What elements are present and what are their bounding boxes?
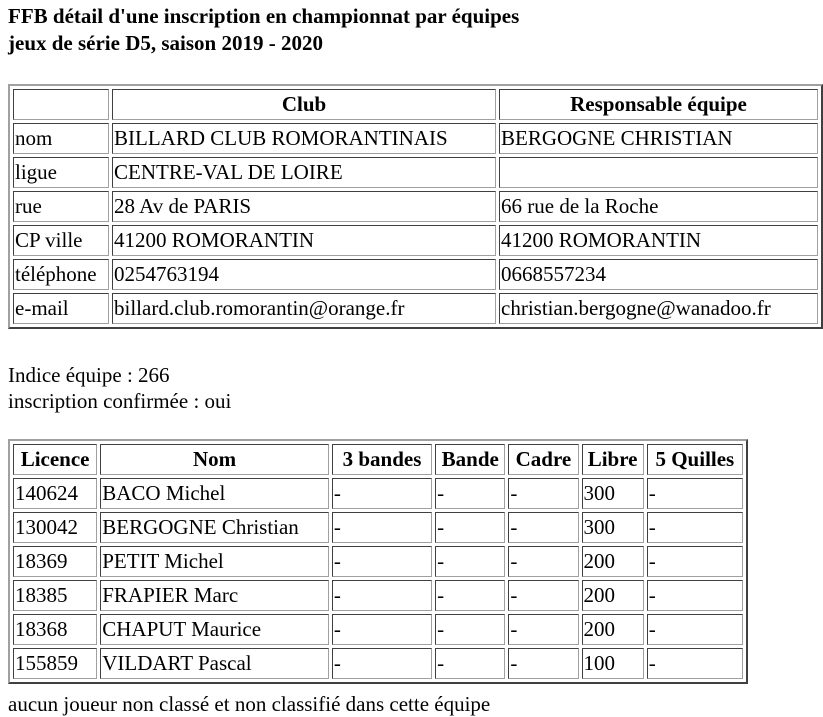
club-table-row <box>13 157 818 188</box>
player-cell-bande: - <box>435 546 505 577</box>
player-cell-licence: 130042 <box>13 512 97 543</box>
page-title-line2: jeux de série D5, saison 2019 - 2020 <box>8 31 323 55</box>
player-cell-licence: 18369 <box>13 546 97 577</box>
player-cell-libre: 200 <box>582 614 644 645</box>
players-header-libre: Libre <box>582 444 644 475</box>
team-index: Indice équipe : 266 <box>8 363 170 387</box>
club-table-row-label: CP ville <box>13 225 109 256</box>
player-cell-libre: 200 <box>582 580 644 611</box>
player-cell-cadre: - <box>508 478 578 509</box>
player-cell-cadre: - <box>508 648 578 679</box>
player-cell-3-bandes: - <box>332 512 432 543</box>
player-cell-cadre: - <box>508 580 578 611</box>
club-table-cell-club: 28 Av de PARIS <box>112 191 496 222</box>
player-cell-3-bandes: - <box>332 648 432 679</box>
page-title <box>8 3 519 57</box>
players-table-header-row <box>13 444 743 475</box>
club-table-row-label: ligue <box>13 157 109 188</box>
player-cell-bande: - <box>435 512 505 543</box>
club-table-row-label: rue <box>13 191 109 222</box>
club-table-row-label: nom <box>13 123 109 154</box>
players-header-cadre: Cadre <box>508 444 578 475</box>
player-cell-bande: - <box>435 648 505 679</box>
player-cell-3-bandes: - <box>332 546 432 577</box>
player-cell-licence: 140624 <box>13 478 97 509</box>
player-cell-bande: - <box>435 580 505 611</box>
players-header-5-quilles: 5 Quilles <box>647 444 743 475</box>
club-table-cell-club: 41200 ROMORANTIN <box>112 225 496 256</box>
player-cell-bande: - <box>435 614 505 645</box>
player-cell-libre: 300 <box>582 478 644 509</box>
player-cell-nom: FRAPIER Marc <box>100 580 329 611</box>
player-cell-libre: 300 <box>582 512 644 543</box>
club-table-header-club: Club <box>112 89 496 120</box>
player-cell-nom: BERGOGNE Christian <box>100 512 329 543</box>
player-cell-3-bandes: - <box>332 614 432 645</box>
player-cell-5-quilles: - <box>647 512 743 543</box>
club-table-row-label: e-mail <box>13 293 109 324</box>
club-table-cell-responsable: BERGOGNE CHRISTIAN <box>499 123 818 154</box>
registration-status: inscription confirmée : oui <box>8 389 232 413</box>
page-title-line1: FFB détail d'une inscription en championnat par équipes <box>8 4 520 28</box>
club-table-row <box>13 225 818 256</box>
players-table <box>8 439 748 684</box>
player-cell-5-quilles: - <box>647 648 743 679</box>
club-table-row <box>13 259 818 290</box>
club-table-cell-responsable: 66 rue de la Roche <box>499 191 818 222</box>
footer-note: aucun joueur non classé et non classifié dans cette équipe <box>8 692 491 716</box>
player-cell-5-quilles: - <box>647 614 743 645</box>
player-cell-nom: CHAPUT Maurice <box>100 614 329 645</box>
table-row <box>13 648 743 679</box>
table-row <box>13 512 743 543</box>
player-cell-libre: 100 <box>582 648 644 679</box>
player-cell-bande: - <box>435 478 505 509</box>
table-row <box>13 546 743 577</box>
player-cell-libre: 200 <box>582 546 644 577</box>
player-cell-3-bandes: - <box>332 580 432 611</box>
team-info <box>8 362 231 414</box>
player-cell-licence: 155859 <box>13 648 97 679</box>
club-table-row <box>13 123 818 154</box>
club-table-row <box>13 191 818 222</box>
table-row <box>13 478 743 509</box>
player-cell-cadre: - <box>508 512 578 543</box>
players-header-nom: Nom <box>100 444 329 475</box>
club-table-header-blank <box>13 89 109 120</box>
player-cell-licence: 18368 <box>13 614 97 645</box>
club-table-cell-responsable: christian.bergogne@wanadoo.fr <box>499 293 818 324</box>
club-table-cell-responsable: 41200 ROMORANTIN <box>499 225 818 256</box>
club-table-header-responsable: Responsable équipe <box>499 89 818 120</box>
player-cell-licence: 18385 <box>13 580 97 611</box>
club-table-header-row <box>13 89 818 120</box>
club-table-cell-club: billard.club.romorantin@orange.fr <box>112 293 496 324</box>
player-cell-5-quilles: - <box>647 546 743 577</box>
club-table-cell-club: 0254763194 <box>112 259 496 290</box>
player-cell-5-quilles: - <box>647 478 743 509</box>
players-header-bande: Bande <box>435 444 505 475</box>
player-cell-nom: BACO Michel <box>100 478 329 509</box>
player-cell-cadre: - <box>508 614 578 645</box>
player-cell-nom: PETIT Michel <box>100 546 329 577</box>
club-table-row-label: téléphone <box>13 259 109 290</box>
club-table-row <box>13 293 818 324</box>
table-row <box>13 580 743 611</box>
club-table-cell-responsable: 0668557234 <box>499 259 818 290</box>
club-info-table <box>8 84 823 329</box>
players-header-licence: Licence <box>13 444 97 475</box>
club-table-cell-responsable <box>499 157 818 188</box>
club-table-cell-club: BILLARD CLUB ROMORANTINAIS <box>112 123 496 154</box>
table-row <box>13 614 743 645</box>
club-table-cell-club: CENTRE-VAL DE LOIRE <box>112 157 496 188</box>
player-cell-cadre: - <box>508 546 578 577</box>
player-cell-nom: VILDART Pascal <box>100 648 329 679</box>
player-cell-3-bandes: - <box>332 478 432 509</box>
player-cell-5-quilles: - <box>647 580 743 611</box>
players-header-3-bandes: 3 bandes <box>332 444 432 475</box>
